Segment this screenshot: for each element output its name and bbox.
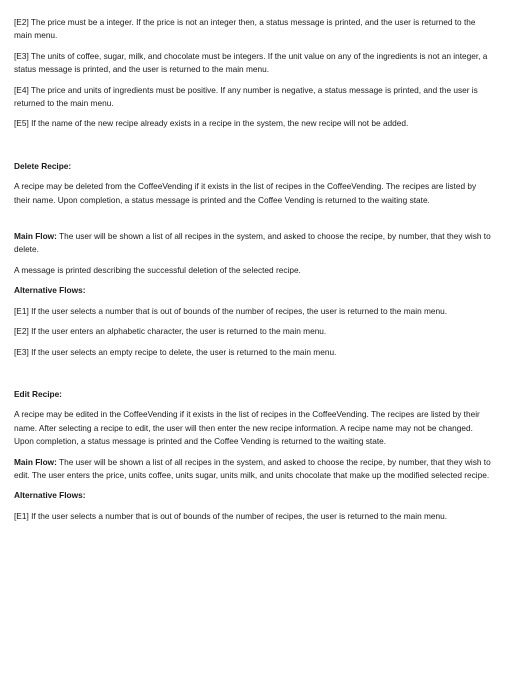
delete-recipe-heading: Delete Recipe: bbox=[14, 160, 72, 171]
edit-recipe-alt-flows-heading: Alternative Flows: bbox=[14, 490, 86, 501]
edit-recipe-heading: Edit Recipe: bbox=[14, 388, 62, 399]
add-recipe-e5-exists: [E5] If the name of the new recipe already exists in a recipe in the system, the new recipe will not be added. bbox=[14, 118, 409, 129]
delete-recipe-description: A recipe may be deleted from the CoffeeVending if it exists in the list of recipes in the CoffeeVending. The recipes are listed by their name. Upon completion, a status message is printed and the Coffee Vending is returned to the waiting state. bbox=[14, 181, 477, 205]
delete-recipe-alt-flows-heading: Alternative Flows: bbox=[14, 285, 86, 296]
delete-recipe-section bbox=[14, 160, 492, 359]
main-flow-text: The user will be shown a list of all recipes in the system, and asked to choose the recipe, by number, that they wish to delete. bbox=[14, 231, 491, 255]
document-page bbox=[14, 16, 492, 530]
delete-recipe-e3: [E3] If the user selects an empty recipe to delete, the user is returned to the main menu. bbox=[14, 346, 337, 357]
edit-recipe-main-flow bbox=[14, 456, 492, 483]
delete-recipe-success-message: A message is printed describing the successful deletion of the selected recipe. bbox=[14, 264, 301, 275]
section-spacer bbox=[14, 366, 492, 388]
delete-recipe-main-flow bbox=[14, 230, 492, 257]
section-spacer bbox=[14, 138, 492, 160]
add-recipe-e2-price: [E2] The price must be a integer. If the price is not an integer then, a status message is printed, and the user is returned to the main menu. bbox=[14, 17, 476, 41]
delete-recipe-e1: [E1] If the user selects a number that is out of bounds of the number of recipes, the user is returned to the main menu. bbox=[14, 305, 448, 316]
main-flow-text: The user will be shown a list of all recipes in the system, and asked to choose the recipe, by number, that they wish to edit. The user enters the price, units coffee, units sugar, units milk, and units chocolate that make up the modified selected recipe. bbox=[14, 456, 491, 480]
main-flow-label: Main Flow: bbox=[14, 231, 57, 242]
delete-recipe-e2: [E2] If the user enters an alphabetic character, the user is returned to the main menu. bbox=[14, 326, 327, 337]
edit-recipe-e1: [E1] If the user selects a number that is out of bounds of the number of recipes, the user is returned to the main menu. bbox=[14, 510, 448, 521]
add-recipe-e4-positive: [E4] The price and units of ingredients must be positive. If any number is negative, a status message is printed, and the user is returned to the main menu. bbox=[14, 84, 478, 109]
edit-recipe-section bbox=[14, 388, 492, 523]
section-spacer bbox=[14, 214, 492, 230]
add-recipe-e3-units: [E3] The units of coffee, sugar, milk, and chocolate must be integers. If the unit value on any of the ingredients is not an integer, a status message is printed, and the user is returned to the main menu. bbox=[14, 50, 488, 75]
edit-recipe-description: A recipe may be edited in the CoffeeVending if it exists in the list of recipes in the CoffeeVending. The recipes are listed by their name. After selecting a recipe to edit, the user will then enter the new recipe information. A recipe name may not be changed. Upon completion, a status message is printed and the Coffee Vending is returned to the waiting state. bbox=[14, 409, 480, 447]
main-flow-label: Main Flow: bbox=[14, 456, 57, 467]
